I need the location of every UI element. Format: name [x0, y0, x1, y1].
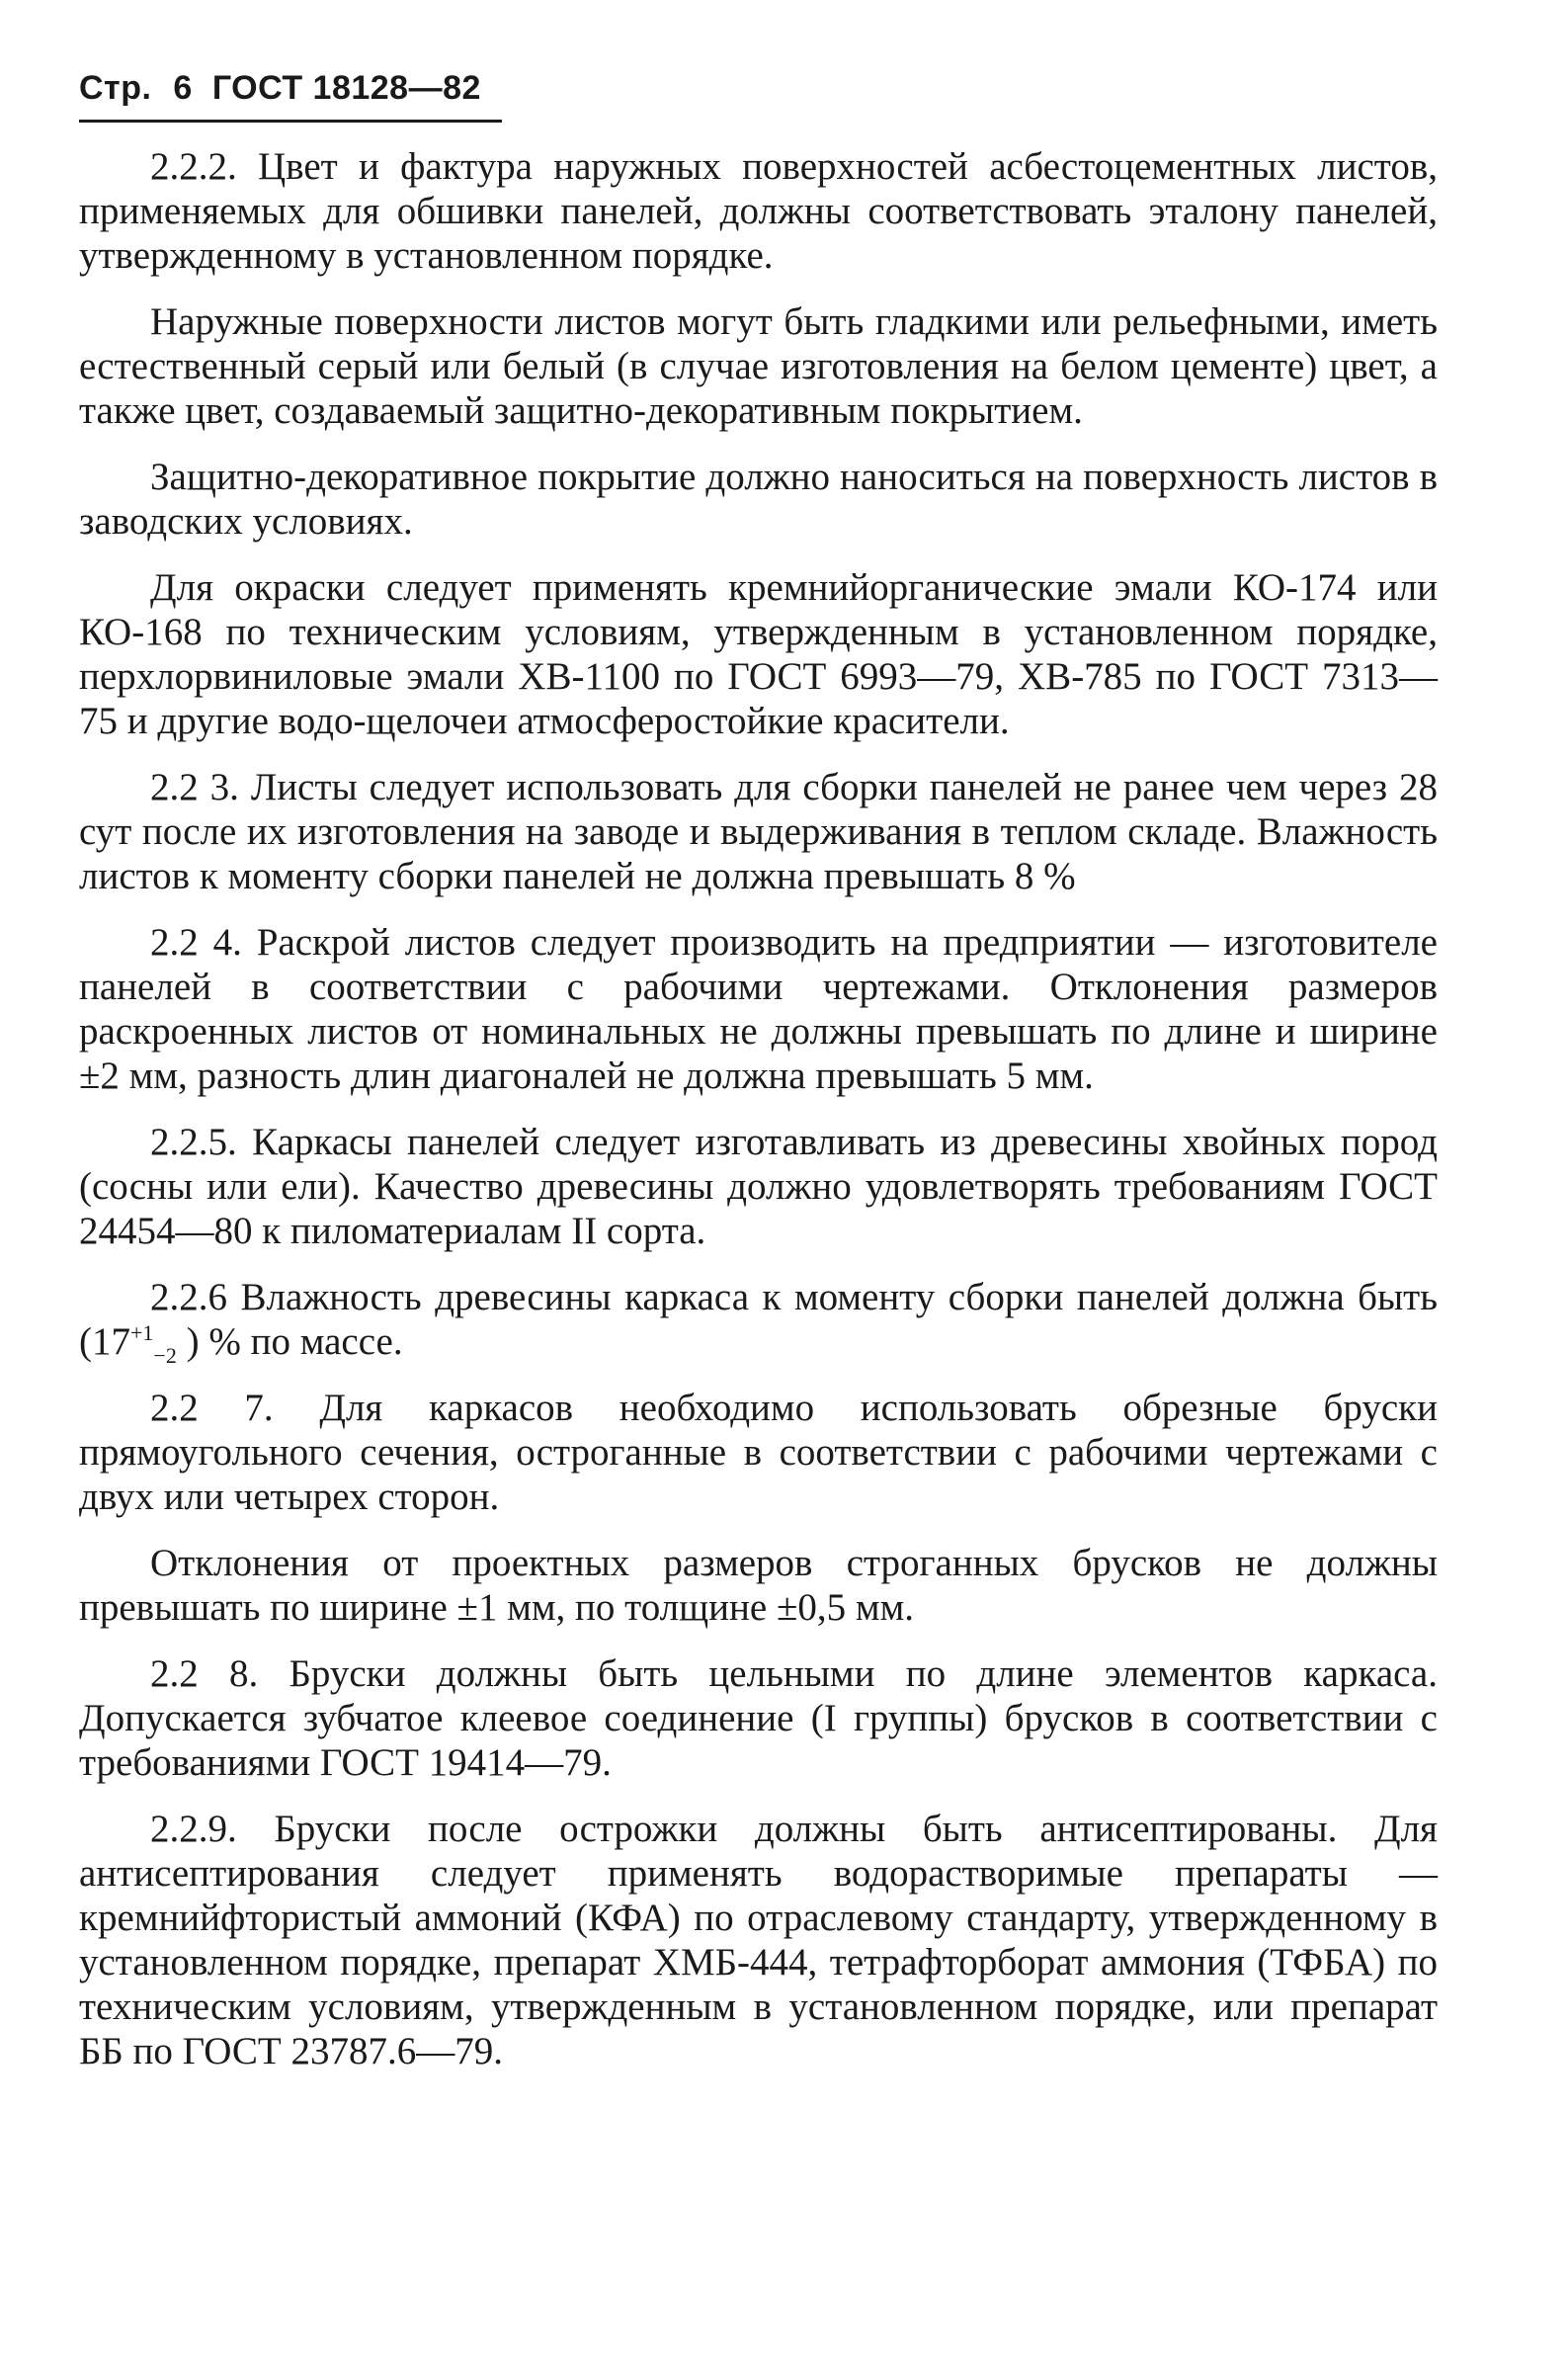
clause-2-2-2: 2.2.2. Цвет и фактура наружных поверхностей асбестоцементных листов, применяемых для обшивки панелей, должны соответствовать эталону панелей, утвержденному в установленном порядке.: [79, 145, 1438, 277]
clause-2-2-4: 2.2 4. Раскрой листов следует производить на предприятии — изготовителе панелей в соответствии с рабочими чертежами. Отклонения размеров раскроенных листов от номинальных не должны превышать по длине и ширине ±2 мм, разность длин диагоналей не должна превышать 5 мм.: [79, 921, 1438, 1097]
moisture-text: 2.2.6 Влажность древесины каркаса к моменту сборки панелей должна быть (17: [79, 1276, 1438, 1363]
clause-2-2-5: 2.2.5. Каркасы панелей следует изготавливать из древесины хвойных пород (сосны или ели). Качество древесины должно удовлетворять требованиям ГОСТ 24454—80 к пиломатериалам II сорта.: [79, 1121, 1438, 1252]
clause-2-2-9: 2.2.9. Бруски после острожки должны быть антисептированы. Для антисептирования следует применять водорастворимые препараты — кремнийфтористый аммоний (КФА) по отраслевому стандарту, утвержденному в установленном порядке, препарат ХМБ-444, тетрафторборат аммония (ТФБА) по техническим условиям, утвержденным в установленном порядке, или препарат ББ по ГОСТ 23787.6—79.: [79, 1808, 1438, 2072]
clause-2-2-6: [79, 1275, 1438, 1368]
page-header: [79, 69, 481, 108]
paragraph-paints: Для окраски следует применять кремнийорганические эмали КО-174 или КО-168 по техническим условиям, утвержденным в установленном порядке, перхлорвиниловые эмали ХВ-1100 по ГОСТ 6993—79, ХВ-785 по ГОСТ 7313—75 и другие водо-щелочеи атмосферостойкие красители.: [79, 566, 1438, 742]
clause-2-2-8: 2.2 8. Бруски должны быть цельными по длине элементов каркаса. Допускается зубчатое клеевое соединение (I группы) брусков в соответствии с требованиями ГОСТ 19414—79.: [79, 1652, 1438, 1784]
clause-2-2-7: 2.2 7. Для каркасов необходимо использовать обрезные бруски прямоугольного сечения, остроганные в соответствии с рабочими чертежами с двух или четырех сторон.: [79, 1387, 1438, 1518]
clause-2-2-3: 2.2 3. Листы следует использовать для сборки панелей не ранее чем через 28 сут после их изготовления на заводе и выдерживания в теплом складе. Влажность листов к моменту сборки панелей не должна превышать 8 %: [79, 766, 1438, 897]
standard-code: ГОСТ 18128—82: [211, 69, 481, 107]
paragraph-coating: Защитно-декоративное покрытие должно наноситься на поверхность листов в заводских условиях.: [79, 456, 1438, 543]
tolerance-plus: +1: [130, 1320, 154, 1345]
page-number: 6: [173, 69, 193, 107]
paragraph-surfaces: Наружные поверхности листов могут быть гладкими или рельефными, иметь естественный серый или белый (в случае изготовления на белом цементе) цвет, а также цвет, создаваемый защитно-декоративным покрытием.: [79, 300, 1438, 432]
page-label: Стр.: [79, 69, 152, 107]
header-rule: [79, 120, 502, 123]
document-body: [79, 144, 1438, 2095]
moisture-unit: ) % по массе.: [176, 1320, 403, 1363]
paragraph-deviations: Отклонения от проектных размеров строганных брусков не должны превышать по ширине ±1 мм, по толщине ±0,5 мм.: [79, 1542, 1438, 1629]
tolerance-minus: −2: [153, 1342, 177, 1368]
